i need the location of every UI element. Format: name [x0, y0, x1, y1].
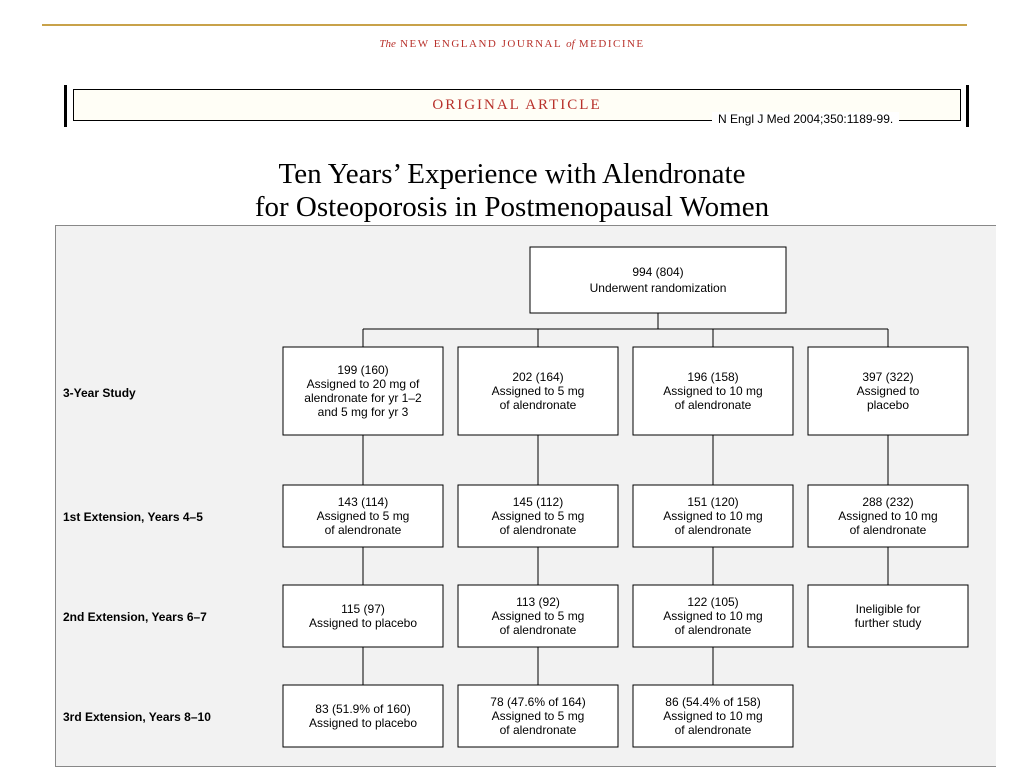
- row-label-4: 3rd Extension, Years 8–10: [63, 710, 211, 724]
- arm-box-r2-c4-text: of alendronate: [849, 523, 927, 537]
- arm-box-r4-c3-text: 86 (54.4% of 158): [665, 695, 761, 709]
- arm-box-r1-c4-text: placebo: [866, 398, 910, 412]
- arm-box-r1-c1-text: 199 (160): [337, 363, 389, 377]
- citation: N Engl J Med 2004;350:1189-99.: [712, 112, 899, 126]
- journal-prefix: The: [379, 38, 396, 50]
- title-line-2: for Osteoporosis in Postmenopausal Women: [254, 191, 770, 223]
- arm-box-r3-c2-text: Assigned to 5 mg: [491, 609, 585, 623]
- arm-box-r2-c4-text: 288 (232): [862, 495, 914, 509]
- arm-box-r3-c3-text: of alendronate: [674, 623, 752, 637]
- arm-box-r1-c3-text: of alendronate: [674, 398, 752, 412]
- arm-box-r1-c1-text: Assigned to 20 mg of: [306, 377, 420, 391]
- arm-box-r4-c3-text: Assigned to 10 mg: [663, 709, 763, 723]
- arm-box-r2-c2-text: Assigned to 5 mg: [491, 509, 585, 523]
- randomization-box: [530, 247, 786, 313]
- article-title: [0, 158, 1024, 224]
- arm-box-r4-c1-text: 83 (51.9% of 160): [315, 702, 411, 716]
- arm-box-r1-c3-text: 196 (158): [687, 370, 739, 384]
- row-label-3: 2nd Extension, Years 6–7: [63, 610, 207, 624]
- flowchart-diagram: [56, 226, 996, 766]
- header-rule: [42, 24, 967, 26]
- arm-box-r4-c2-text: of alendronate: [499, 723, 577, 737]
- title-line-1: Ten Years’ Experience with Alendronate: [278, 158, 746, 190]
- banner-left-bar: [64, 85, 67, 127]
- arm-box-r3-c3-text: Assigned to 10 mg: [663, 609, 763, 623]
- arm-box-r2-c3-text: 151 (120): [687, 495, 739, 509]
- arm-box-r2-c1-text: Assigned to 5 mg: [316, 509, 410, 523]
- arm-box-r2-c4-text: Assigned to 10 mg: [838, 509, 938, 523]
- arm-box-r2-c2-text: of alendronate: [499, 523, 577, 537]
- journal-of: of: [566, 38, 575, 50]
- arm-box-r3-c2-text: of alendronate: [499, 623, 577, 637]
- arm-box-r3-c4-text: further study: [854, 616, 922, 630]
- arm-box-r2-c3-text: of alendronate: [674, 523, 752, 537]
- arm-box-r1-c1-text: alendronate for yr 1–2: [304, 391, 422, 405]
- arm-box-r4-c2-text: Assigned to 5 mg: [491, 709, 585, 723]
- arm-box-r3-c1-text: Assigned to placebo: [308, 616, 418, 630]
- journal-name-part-2: MEDICINE: [578, 38, 645, 50]
- row-label-1: 3-Year Study: [63, 386, 136, 400]
- arm-box-r1-c3-text: Assigned to 10 mg: [663, 384, 763, 398]
- arm-box-r3-c4-text: Ineligible for: [855, 602, 921, 616]
- arm-box-r1-c1-text: and 5 mg for yr 3: [317, 405, 409, 419]
- row-label-2: 1st Extension, Years 4–5: [63, 510, 203, 524]
- journal-name-part-1: NEW ENGLAND JOURNAL: [400, 38, 562, 50]
- arm-box-r1-c2-text: 202 (164): [512, 370, 564, 384]
- randomization-box-text: Underwent randomization: [589, 281, 727, 295]
- arm-box-r4-c3-text: of alendronate: [674, 723, 752, 737]
- arm-box-r1-c2-text: Assigned to 5 mg: [491, 384, 585, 398]
- arm-box-r2-c2-text: 145 (112): [512, 495, 564, 509]
- arm-box-r3-c2-text: 113 (92): [516, 595, 560, 609]
- randomization-box-text: 994 (804): [632, 265, 684, 279]
- arm-box-r1-c2-text: of alendronate: [499, 398, 577, 412]
- arm-box-r1-c4-text: Assigned to: [856, 384, 920, 398]
- arm-box-r4-c2-text: 78 (47.6% of 164): [490, 695, 586, 709]
- arm-box-r2-c3-text: Assigned to 10 mg: [663, 509, 763, 523]
- arm-box-r4-c1-text: Assigned to placebo: [308, 716, 418, 730]
- arm-box-r3-c3-text: 122 (105): [687, 595, 739, 609]
- flowchart-panel: [55, 225, 996, 767]
- article-type-label: ORIGINAL ARTICLE: [432, 97, 602, 113]
- arm-box-r1-c4-text: 397 (322): [862, 370, 914, 384]
- arm-box-r2-c1-text: 143 (114): [337, 495, 389, 509]
- arm-box-r3-c1-text: 115 (97): [341, 602, 385, 616]
- banner-right-bar: [966, 85, 969, 127]
- arm-box-r2-c1-text: of alendronate: [324, 523, 402, 537]
- journal-masthead: [0, 38, 1024, 50]
